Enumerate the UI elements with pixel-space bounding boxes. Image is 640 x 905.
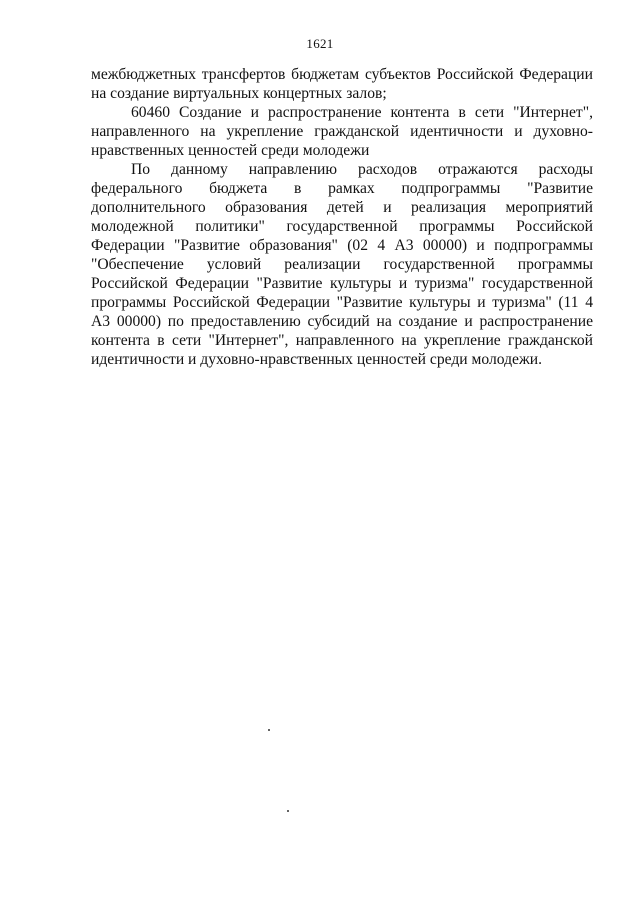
paragraph-expense-description: По данному направлению расходов отражаются расходы федерального бюджета в рамках подпрограммы "Развитие дополнительного образования детей и реализация мероприятий молодежной политики" государственной программы Российской Федерации "Развитие образования" (02 4 А3 00000) и подпрограммы "Обеспечение условий реализации государственной программы Российской Федерации "Развитие культуры и туризма" государственной программы Российской Федерации "Развитие культуры и туризма" (11 4 А3 00000) по предоставлению субсидий на создание и распространение контента в сети "Интернет", направленного на укрепление гражданской идентичности и духовно-нравственных ценностей среди молодежи. (91, 161, 593, 368)
document-body (91, 65, 593, 369)
paragraph-virtual-concert-halls: межбюджетных трансфертов бюджетам субъектов Российской Федерации на создание виртуальных концертных залов; (91, 66, 593, 102)
scan-speck (287, 810, 289, 812)
page-number: 1621 (306, 36, 334, 51)
paragraph-expense-code-60460: 60460 Создание и распространение контента в сети "Интернет", направленного на укрепление гражданской идентичности и духовно-нравственных ценностей среди молодежи (91, 104, 593, 159)
scan-speck (268, 729, 270, 731)
